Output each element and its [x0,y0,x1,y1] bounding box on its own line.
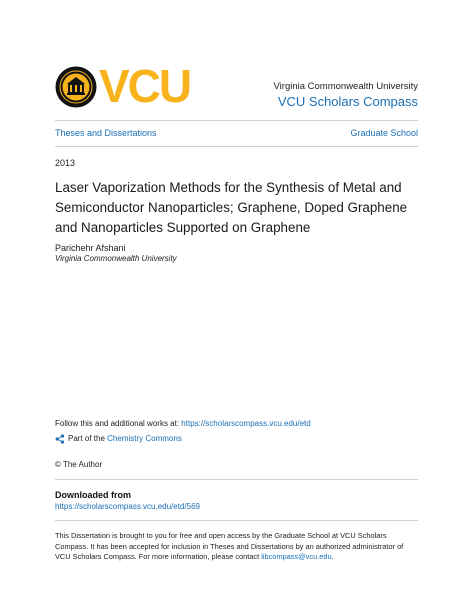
chemistry-commons-link[interactable]: Chemistry Commons [107,434,182,443]
notice-text: This Dissertation is brought to you for free and open access by the Graduate School at VCU Scholars Compass. It has been accepted for inclusion in Theses and Dissertations by an authorized administrator of VCU Scholars Compass. For more information, please contact [55,531,404,561]
downloaded-from-heading: Downloaded from [55,490,131,500]
divider [55,520,418,521]
author-name: Parichehr Afshani [55,243,126,253]
breadcrumb-theses-link[interactable]: Theses and Dissertations [55,128,157,138]
contact-email-link[interactable]: libcompass@vcu.edu [261,552,332,561]
access-notice [55,531,415,563]
part-of-prefix: Part of the [68,434,108,443]
author-institution: Virginia Commonwealth University [55,254,177,263]
follow-prefix: Follow this and additional works at: [55,419,182,428]
divider [55,120,418,121]
institution-name: Virginia Commonwealth University [273,81,418,92]
part-of-line [55,433,182,445]
vcu-seal-logo [55,66,97,108]
breadcrumb-graduate-school-link[interactable]: Graduate School [350,128,418,138]
repository-link[interactable]: VCU Scholars Compass [277,94,418,109]
follow-url-link[interactable]: https://scholarscompass.vcu.edu/etd [181,419,311,428]
divider [55,479,418,480]
vcu-wordmark: VCU [99,60,191,112]
share-icon [55,434,65,444]
publication-year: 2013 [55,158,76,168]
notice-end: . [331,552,334,561]
document-title: Laser Vaporization Methods for the Synthesis of Metal and Semiconductor Nanoparticles; Graphene, Doped Graphene and Nanoparticles Supported on Graphene [55,180,408,235]
download-url-link[interactable]: https://scholarscompass.vcu.edu/etd/569 [55,502,200,511]
divider [55,146,418,147]
copyright-notice: © The Author [55,460,103,469]
follow-line [55,418,311,430]
